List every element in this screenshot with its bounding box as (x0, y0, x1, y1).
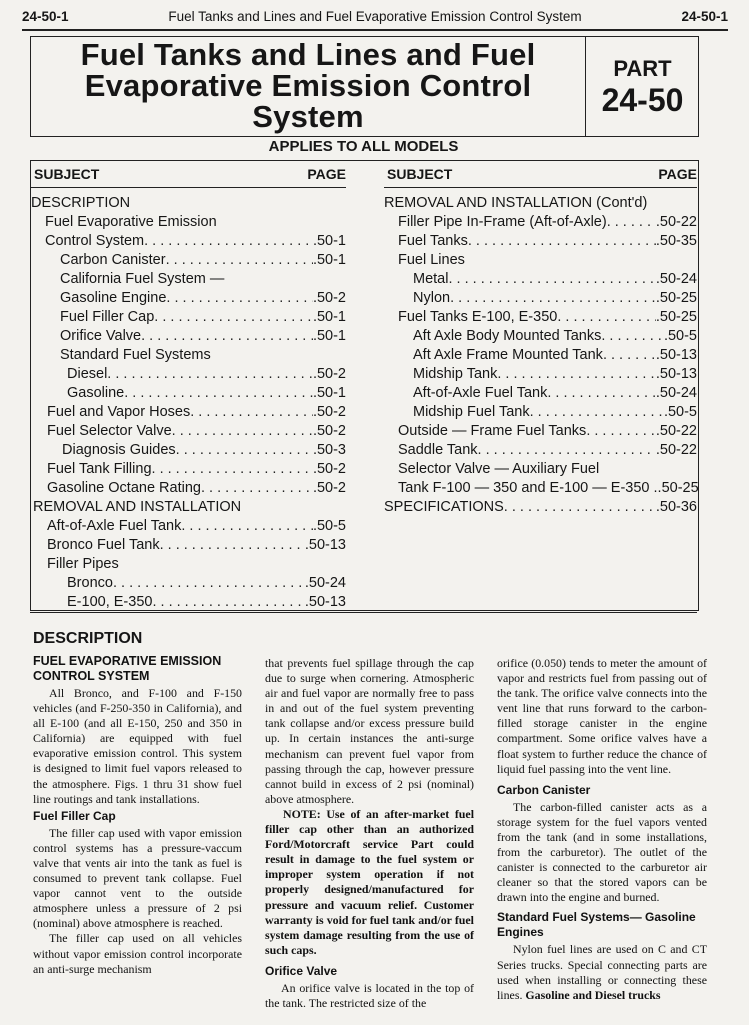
toc-entry-title: Fuel Tanks E-100, E-350 (398, 309, 558, 325)
toc-entry-page: .50-5 (663, 404, 697, 420)
dot-leader (172, 423, 313, 439)
dot-leader (601, 328, 664, 344)
paragraph: An orifice valve is located in the top of the tank. The restricted size of the (265, 980, 474, 1010)
toc-entry-title: Midship Fuel Tank (413, 404, 530, 420)
body-column-3 (497, 656, 707, 1003)
toc-entry (384, 480, 697, 499)
toc-bottom-rule (30, 612, 697, 613)
toc-entry-title: DESCRIPTION (31, 195, 131, 211)
toc-entry-page: .50-36 (655, 499, 697, 515)
toc-entry (384, 461, 697, 480)
dot-leader (176, 442, 313, 458)
part-label: PART (613, 56, 672, 81)
page-header: PAGE (658, 166, 697, 182)
paragraph: The filler cap used with vapor emission control systems has a pressure-vaccum valve that vents air into the tank as fuel is consumed to prevent tank collapse. Fuel vapor cannot vent to the outside atmosphere unless a pressure of 2 psi (nominal) above atmosphere is reached. (33, 825, 242, 931)
toc-entry-page: .50-1 (312, 309, 346, 325)
toc-right-header (384, 161, 697, 188)
toc-entry (31, 499, 346, 518)
toc-entry-title: Fuel Filler Cap (60, 309, 155, 325)
toc-entry-page: .50-2 (312, 366, 346, 382)
toc-entry (31, 442, 346, 461)
toc-entry-page: .50-5 (312, 518, 346, 534)
toc-entry (31, 328, 346, 347)
dot-leader (144, 233, 313, 249)
toc-entry-title: Diesel (67, 366, 108, 382)
subsection-heading: Fuel Filler Cap (33, 808, 116, 823)
toc-entry (384, 290, 697, 309)
toc-entry-page: .50-1 (312, 252, 346, 268)
dot-leader (181, 518, 313, 534)
toc-entry (31, 594, 346, 613)
toc-entry-title: Gasoline Octane Rating (47, 480, 201, 496)
toc-entry (384, 499, 697, 518)
dot-leader (603, 347, 656, 363)
toc-entry-page: .50-13 (655, 347, 697, 363)
dot-leader (547, 385, 656, 401)
toc-entry (31, 233, 346, 252)
toc-left-column (31, 161, 346, 610)
toc-entry-title: Selector Valve — Auxiliary Fuel (398, 461, 600, 477)
toc-entry-title: REMOVAL AND INSTALLATION (33, 499, 242, 515)
toc-entry-title: Aft-of-Axle Fuel Tank (47, 518, 182, 534)
table-of-contents (30, 160, 699, 611)
toc-entry-title: Tank F-100 — 350 and E-100 — E-350 . (398, 480, 658, 496)
paragraph (497, 942, 707, 1002)
header-rule (22, 29, 728, 31)
toc-left-header (31, 161, 346, 188)
body-column-2 (265, 656, 474, 1011)
dot-leader (497, 366, 656, 382)
toc-entry (31, 575, 346, 594)
toc-entry (31, 556, 346, 575)
toc-left-entries (31, 188, 346, 613)
toc-entry (31, 385, 346, 404)
toc-entry (384, 309, 697, 328)
toc-entry (31, 271, 346, 290)
dot-leader (448, 271, 655, 287)
toc-entry-page: .50-1 (312, 385, 346, 401)
dot-leader (468, 233, 656, 249)
toc-entry-title: Fuel Lines (398, 252, 465, 268)
toc-entry-page: .50-13 (304, 594, 346, 610)
toc-entry-title: Metal (413, 271, 449, 287)
toc-entry-title: Aft Axle Body Mounted Tanks (413, 328, 602, 344)
toc-entry-page: .50-24 (655, 271, 697, 287)
toc-entry (31, 537, 346, 556)
toc-entry-title: Gasoline (67, 385, 125, 401)
dot-leader (557, 309, 656, 325)
subject-header: SUBJECT (387, 166, 453, 182)
paragraph-bold-text: Gasoline and Diesel trucks (525, 987, 661, 1002)
running-header (22, 6, 728, 28)
dot-leader (201, 480, 313, 496)
paragraph: The carbon-filled canister acts as a storage system for the fuel vapors vented from the tank (and in some installations, from the carburetor). The outlet of the canister is connected to the carburetor air cleaner so that the stored vapors can be drawn into the engine and burned. (497, 799, 707, 905)
applies-to-models: APPLIES TO ALL MODELS (268, 138, 459, 155)
toc-entry-title: Fuel Tank Filling (47, 461, 152, 477)
paragraph: All Bronco, and F-100 and F-150 vehicles (and F-250-350 in California), and all E-100 (and all E-150, 250 and 350 in California) are equipped with fuel evaporative emission control. This system is designed to limit fuel vapors released to the atmosphere. Figs. 1 thru 31 show fuel line routings and tank installations. (33, 686, 242, 806)
part-number: 24-50 (601, 82, 684, 118)
dot-leader (190, 404, 313, 420)
toc-entry (31, 347, 346, 366)
toc-entry-title: Fuel Selector Valve (47, 423, 172, 439)
toc-entry-title: Carbon Canister (60, 252, 166, 268)
title-line-3: System (252, 99, 364, 134)
toc-entry-title: E-100, E-350 (67, 594, 153, 610)
toc-entry (31, 480, 346, 499)
toc-entry (31, 252, 346, 271)
toc-entry (384, 423, 697, 442)
dot-leader (166, 252, 313, 268)
dot-leader (152, 461, 313, 477)
toc-entry-page: .50-2 (312, 290, 346, 306)
toc-entry-page: .50-1 (312, 328, 346, 344)
toc-entry (31, 423, 346, 442)
toc-entry-page: .50-2 (312, 461, 346, 477)
toc-entry-title: Aft Axle Frame Mounted Tank (413, 347, 603, 363)
dot-leader (166, 290, 313, 306)
toc-entry-page: .50-5 (663, 328, 697, 344)
toc-entry-title: Filler Pipes (47, 556, 119, 572)
toc-entry (384, 366, 697, 385)
toc-entry (31, 214, 346, 233)
toc-right-entries (384, 188, 697, 518)
paragraph-text: Nylon fuel lines are used on C and CT Series trucks. Special connecting parts are used when installing or connecting these lines. (497, 942, 707, 1002)
header-page-left: 24-50-1 (22, 9, 69, 24)
toc-entry-title: Control System (45, 233, 145, 249)
toc-entry-title: Aft-of-Axle Fuel Tank (413, 385, 548, 401)
toc-entry-title: Bronco (67, 575, 113, 591)
toc-entry-page: .50-25 (657, 480, 699, 496)
part-box (585, 37, 699, 136)
toc-entry (31, 366, 346, 385)
dot-leader (160, 537, 305, 553)
page-title (31, 39, 585, 132)
toc-entry (31, 290, 346, 309)
toc-entry-page: .50-22 (655, 442, 697, 458)
toc-entry-title: Outside — Frame Fuel Tanks (398, 423, 587, 439)
toc-entry (384, 328, 697, 347)
toc-entry-title: Midship Tank (413, 366, 498, 382)
dot-leader (124, 385, 313, 401)
toc-entry-page: .50-2 (312, 404, 346, 420)
toc-entry-title: California Fuel System — (60, 271, 225, 287)
description-heading: DESCRIPTION (33, 630, 143, 647)
dot-leader (141, 328, 313, 344)
toc-entry (384, 442, 697, 461)
toc-entry (384, 347, 697, 366)
toc-entry (31, 195, 346, 214)
dot-leader (504, 499, 656, 515)
subsection-heading: Orifice Valve (265, 963, 338, 978)
toc-entry (31, 404, 346, 423)
toc-entry (384, 252, 697, 271)
toc-entry-title: Bronco Fuel Tank (47, 537, 160, 553)
toc-entry-title: Diagnosis Guides (62, 442, 176, 458)
toc-entry-title: REMOVAL AND INSTALLATION (Cont'd) (384, 195, 648, 211)
dot-leader (607, 214, 656, 230)
subject-header: SUBJECT (34, 166, 100, 182)
toc-entry-page: .50-1 (312, 233, 346, 249)
dot-leader (107, 366, 313, 382)
header-page-right: 24-50-1 (681, 9, 728, 24)
toc-entry-page: .50-25 (655, 290, 697, 306)
toc-entry (384, 271, 697, 290)
toc-entry-title: Nylon (413, 290, 451, 306)
dot-leader (478, 442, 656, 458)
toc-entry-title: Standard Fuel Systems (60, 347, 211, 363)
toc-entry-title: Filler Pipe In-Frame (Aft-of-Axle) (398, 214, 607, 230)
toc-entry-page: .50-3 (312, 442, 346, 458)
dot-leader (154, 309, 313, 325)
toc-entry-title: Saddle Tank (398, 442, 478, 458)
page-header: PAGE (307, 166, 346, 182)
toc-entry-title: SPECIFICATIONS (384, 499, 504, 515)
title-line-2: Evaporative Emission Control (84, 68, 532, 103)
dot-leader (152, 594, 304, 610)
dot-leader (113, 575, 305, 591)
section-heading: FUEL EVAPORATIVE EMISSION CONTROL SYSTEM (33, 654, 222, 683)
toc-entry-title: Orifice Valve (60, 328, 142, 344)
toc-entry-title: Fuel Tanks (398, 233, 468, 249)
title-line-1: Fuel Tanks and Lines and Fuel (80, 37, 536, 72)
toc-entry-page: .50-13 (655, 366, 697, 382)
toc-entry (31, 309, 346, 328)
toc-entry (384, 214, 697, 233)
toc-entry-page: .50-24 (655, 385, 697, 401)
toc-entry-title: Fuel Evaporative Emission (45, 214, 217, 230)
paragraph: The filler cap used on all vehicles without vapor emission control incorporate an anti-surge mechanism (33, 931, 242, 976)
toc-entry (384, 233, 697, 252)
toc-entry (384, 404, 697, 423)
body-column-1 (33, 654, 242, 977)
toc-right-column (384, 161, 697, 610)
toc-entry-page: .50-2 (312, 423, 346, 439)
paragraph: orifice (0.050) tends to meter the amount of vapor and restricts fuel from passing out of the tank. The orifice valve connects into the vent line that runs forward to the carbon-filled storage canister in the engine compartment. Some orifice valves have a float system to further reduce the chance of liquid fuel passing into the vent line. (497, 656, 707, 776)
paragraph: that prevents fuel spillage through the cap due to surge when cornering. Atmospheric air and fuel vapor are normally free to pass in and out of the fuel system preventing tank collapse and/or excess pressure build up. In certain instances the anti-surge mechanism can prevent fuel vapor from passing through the cap, however pressure cannot build in excess of 2 psi (nominal) above atmosphere. (265, 656, 474, 806)
header-title: Fuel Tanks and Lines and Fuel Evaporative Emission Control System (168, 9, 582, 24)
toc-entry-title: Gasoline Engine (60, 290, 167, 306)
toc-entry-title: Fuel and Vapor Hoses (47, 404, 191, 420)
toc-entry (31, 518, 346, 537)
toc-entry-page: .50-2 (312, 480, 346, 496)
toc-entry (384, 195, 697, 214)
toc-entry (384, 385, 697, 404)
toc-entry (31, 461, 346, 480)
toc-entry-page: .50-13 (304, 537, 346, 553)
toc-entry-page: .50-24 (304, 575, 346, 591)
dot-leader (530, 404, 664, 420)
subsection-heading: Carbon Canister (497, 782, 591, 797)
dot-leader (586, 423, 656, 439)
toc-entry-page: .50-35 (655, 233, 697, 249)
note-paragraph: NOTE: Use of an after-market fuel filler cap other than an authorized Ford/Motorcraft service Part could result in damage to the fuel system or improper system operation if not properly designed/manufactured for pressure and vacuum relief. Customer warranty is void for fuel tank and/or fuel system damage resulting from the use of such caps. (265, 806, 474, 957)
title-box (30, 36, 699, 137)
toc-entry-page: .50-25 (655, 309, 697, 325)
toc-entry-page: .50-22 (655, 423, 697, 439)
toc-entry-page: .50-22 (655, 214, 697, 230)
dot-leader (450, 290, 656, 306)
subsection-heading: Standard Fuel Systems— Gasoline Engines (497, 910, 696, 940)
